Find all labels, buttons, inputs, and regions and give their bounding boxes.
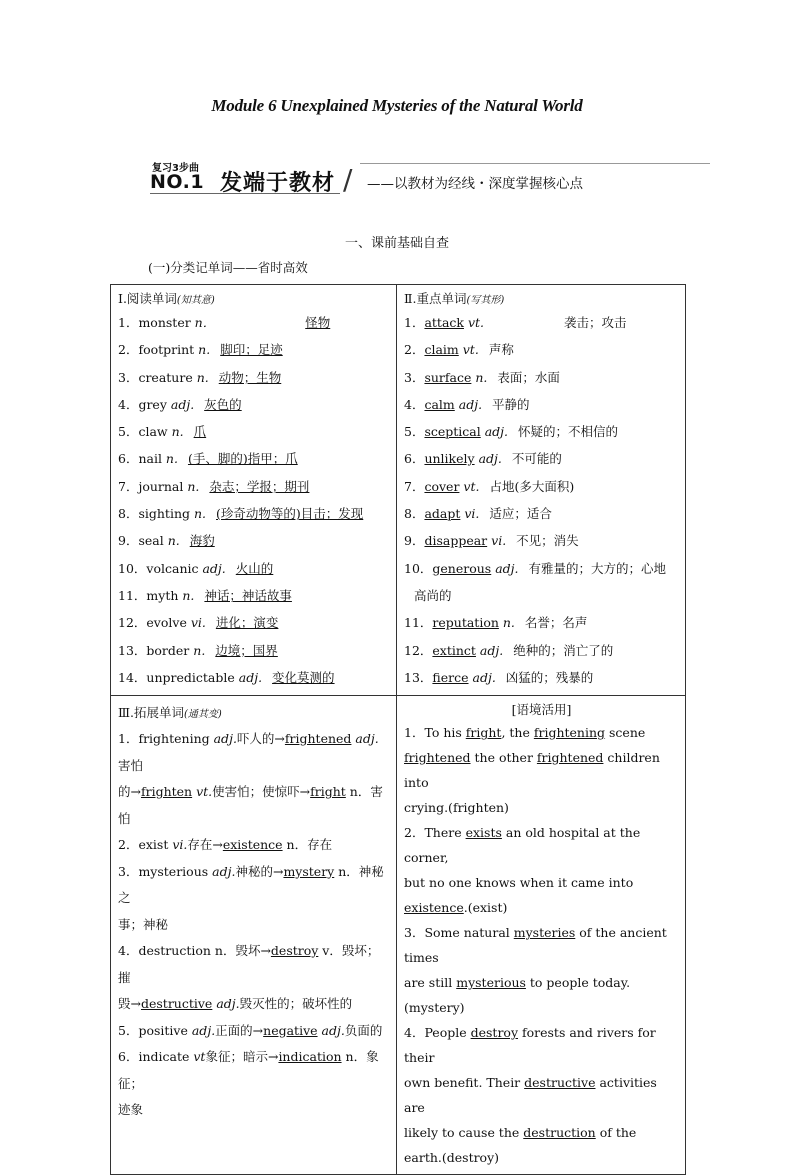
context-line: crying.(frighten) xyxy=(404,800,509,816)
vocab-word: reputation xyxy=(432,615,499,631)
context-line: 3．Some natural mysteries of the ancient times xyxy=(404,925,667,966)
vocab-word: journal xyxy=(138,478,184,494)
vocab-pos: vi. xyxy=(186,615,206,631)
vocab-word: border xyxy=(146,642,190,658)
banner-top-rule xyxy=(360,163,710,164)
vocab-meaning: 动物；生物 xyxy=(218,369,282,385)
vocab-meaning: 不可能的 xyxy=(511,451,562,467)
vocab-number: 9． xyxy=(118,533,139,549)
vocab-pos: adj. xyxy=(468,669,496,685)
vocab-meaning: 海豹 xyxy=(189,533,215,549)
vocab-row xyxy=(118,336,390,363)
vocab-pos: adj. xyxy=(234,669,263,685)
banner-number: NO.1 xyxy=(150,171,205,193)
vocab-number: 6． xyxy=(118,451,139,467)
vocab-number: 8． xyxy=(404,506,425,522)
vocab-pos: vt. xyxy=(459,478,480,494)
vocab-number: 3． xyxy=(404,369,425,385)
context-line: 4．People destroy forests and rivers for their xyxy=(404,1025,656,1066)
vocab-meaning: 声称 xyxy=(488,342,514,358)
extended-words-cell xyxy=(111,696,397,1175)
vocab-word: sighting xyxy=(138,506,190,522)
vocab-meaning: 名誉；名声 xyxy=(524,615,588,631)
vocab-number: 5． xyxy=(404,424,425,440)
vocab-meaning: 脚印；足迹 xyxy=(220,342,283,358)
vocab-row xyxy=(404,445,679,472)
vocab-word: unpredictable xyxy=(146,669,235,685)
vocab-pos: adj. xyxy=(166,396,195,412)
vocab-pos: n. xyxy=(471,369,488,385)
vocab-word: surface xyxy=(424,369,472,385)
vocab-row xyxy=(404,637,679,664)
vocab-word: creature xyxy=(138,369,193,385)
reading-words-list xyxy=(118,309,390,691)
vocab-meaning: (珍奇动物等的)目击；发现 xyxy=(216,506,364,522)
vocab-meaning: 占地(多大面积) xyxy=(489,478,575,494)
vocab-number: 10． xyxy=(118,560,147,576)
vocab-word: evolve xyxy=(146,615,187,631)
vocab-number: 9． xyxy=(404,533,425,549)
subsection-title: (一)分类记单词——省时高效 xyxy=(148,260,308,275)
vocab-number: 3． xyxy=(118,369,139,385)
vocab-number: 6． xyxy=(404,451,425,467)
vocab-word: claim xyxy=(424,342,459,358)
extended-line: 4．destruction n．毁坏→destroy v．毁坏；摧 xyxy=(118,943,380,985)
key-words-cell xyxy=(397,285,686,696)
context-line: existence.(exist) xyxy=(404,900,508,916)
vocab-pos: n. xyxy=(163,533,180,549)
vocab-meaning: 边境；国界 xyxy=(215,642,278,658)
vocab-pos: vt. xyxy=(463,315,485,330)
vocab-meaning: 灰色的 xyxy=(204,396,242,412)
vocab-word: grey xyxy=(138,396,167,412)
vocab-row xyxy=(118,364,390,391)
extended-line: 怕 xyxy=(118,810,131,826)
vocab-word: cover xyxy=(424,478,460,494)
vocab-pos: n. xyxy=(178,587,195,603)
vocab-number: 1． xyxy=(404,315,425,330)
vocab-pos: n. xyxy=(189,642,206,658)
vocab-meaning: 平静的 xyxy=(492,396,530,412)
banner-heading: 发端于教材 xyxy=(220,171,336,196)
vocab-word: calm xyxy=(424,396,455,412)
vocab-row xyxy=(404,309,679,336)
vocab-pos: adj. xyxy=(474,451,502,467)
banner-small-label: 复习3步曲 xyxy=(152,163,199,174)
reading-words-cell xyxy=(111,285,397,696)
context-line: likely to cause the destruction of the xyxy=(404,1125,637,1141)
vocab-meaning: 火山的 xyxy=(235,560,274,576)
extended-line: 3．mysterious adj.神秘的→mystery n．神秘之 xyxy=(118,863,384,906)
context-line: 1．To his fright, the frightening scene xyxy=(404,725,646,741)
extended-line: 1．frightening adj.吓人的→frightened adj.害怕 xyxy=(118,731,379,773)
vocab-row xyxy=(118,664,390,691)
vocab-number: 5． xyxy=(118,424,139,440)
context-line: frightened the other frightened children into xyxy=(404,750,660,791)
section-title: 一、课前基础自查 xyxy=(344,236,449,251)
vocab-word: adapt xyxy=(424,506,461,522)
vocab-word: claw xyxy=(138,424,168,440)
vocab-number: 4． xyxy=(118,396,139,412)
vocab-row xyxy=(404,555,679,582)
vocab-number: 13． xyxy=(404,669,433,685)
vocab-pos: adj. xyxy=(480,424,509,440)
vocab-number: 11． xyxy=(404,615,433,631)
vocab-meaning: 表面；水面 xyxy=(497,369,560,385)
vocab-row xyxy=(404,664,679,691)
vocab-number: 2． xyxy=(118,342,139,358)
vocab-meaning: 有雅量的；大方的；心地 xyxy=(528,560,667,576)
context-usage-cell xyxy=(397,696,686,1175)
vocab-meaning: 绝种的；消亡了的 xyxy=(513,642,614,658)
vocab-number: 2． xyxy=(404,342,425,358)
vocab-meaning: 怪物 xyxy=(305,315,331,330)
vocab-row xyxy=(404,473,679,500)
vocab-word: sceptical xyxy=(424,424,481,440)
vocab-meaning: 不见；消失 xyxy=(516,533,579,549)
vocab-meaning: 适应；适合 xyxy=(489,506,552,522)
vocab-word: myth xyxy=(146,587,179,603)
vocab-row xyxy=(404,527,679,554)
vocab-word: monster xyxy=(138,315,191,330)
vocab-pos: n. xyxy=(192,369,209,385)
vocab-row xyxy=(118,582,390,609)
vocab-number: 7． xyxy=(404,478,425,494)
vocab-meaning: 变化莫测的 xyxy=(272,669,335,685)
context-line: 2．There exists an old hospital at the corner, xyxy=(404,825,641,866)
extended-line: 迹象 xyxy=(118,1102,144,1118)
reading-words-header: Ⅰ.阅读单词(知其意) xyxy=(118,291,215,306)
page-title: Module 6 Unexplained Mysteries of the Natural World xyxy=(211,96,583,115)
vocab-number: 12． xyxy=(118,615,147,631)
vocab-pos: n. xyxy=(161,451,178,467)
banner-slash: / xyxy=(343,163,353,196)
vocab-meaning: 神话；神话故事 xyxy=(204,587,292,603)
vocab-word: extinct xyxy=(432,642,476,658)
vocab-word: unlikely xyxy=(424,451,475,467)
vocab-word: generous xyxy=(432,560,492,576)
vocab-row xyxy=(118,445,390,472)
vocab-row xyxy=(118,418,390,445)
vocab-meaning: 爪 xyxy=(193,424,207,440)
vocab-row xyxy=(118,637,390,664)
vocab-word: attack xyxy=(424,315,464,330)
vocab-pos: adj. xyxy=(475,642,504,658)
vocab-pos: n. xyxy=(194,342,211,358)
context-line: are still mysterious to people today.(mystery) xyxy=(404,975,631,1016)
vocab-word: footprint xyxy=(138,342,195,358)
extended-words-header: Ⅲ.拓展单词(通其变) xyxy=(118,705,222,721)
vocab-word: seal xyxy=(138,533,164,549)
vocab-pos: n. xyxy=(190,506,206,522)
banner-subheading: ——以教材为经线・深度掌握核心点 xyxy=(367,176,583,192)
vocab-number: 7． xyxy=(118,478,139,494)
vocab-meaning: 杂志；学报；期刊 xyxy=(209,478,310,494)
context-line: but no one knows when it came into xyxy=(404,875,634,891)
vocab-word: nail xyxy=(138,451,162,467)
vocab-row xyxy=(118,500,390,527)
extended-line: 事；神秘 xyxy=(118,916,169,932)
context-usage-header: [语境活用] xyxy=(511,702,572,718)
vocab-meaning: 袭击；攻击 xyxy=(564,315,627,330)
vocab-row xyxy=(118,473,390,500)
key-words-header: Ⅱ.重点单词(写其形) xyxy=(404,291,505,306)
vocabulary-table xyxy=(110,284,686,1175)
banner-bottom-rule xyxy=(150,193,340,194)
section-banner xyxy=(150,155,710,197)
vocab-row xyxy=(404,336,679,363)
vocab-number: 12． xyxy=(404,642,433,658)
extended-line: 5．positive adj.正面的→negative adj.负面的 xyxy=(118,1022,383,1038)
vocab-meaning: 凶猛的；残暴的 xyxy=(505,669,594,685)
extended-line: 毁→destructive adj.毁灭性的；破坏性的 xyxy=(118,996,353,1012)
vocab-pos: adj. xyxy=(491,560,519,576)
vocab-row xyxy=(404,364,679,391)
vocab-row xyxy=(404,609,679,636)
vocab-row xyxy=(404,391,679,418)
vocab-pos: n. xyxy=(167,424,184,440)
vocab-word: disappear xyxy=(424,533,488,549)
vocab-row xyxy=(118,609,390,636)
vocab-pos: vi. xyxy=(487,533,507,549)
vocab-pos: vt. xyxy=(458,342,479,358)
vocab-pos: vi. xyxy=(460,506,480,522)
vocab-row xyxy=(404,500,679,527)
vocab-row xyxy=(118,391,390,418)
vocab-number: 14． xyxy=(118,669,147,685)
vocab-pos: adj. xyxy=(198,560,226,576)
vocab-meaning: 进化；演变 xyxy=(215,615,279,631)
key-words-list xyxy=(404,309,679,691)
vocab-row xyxy=(118,527,390,554)
vocab-row xyxy=(404,418,679,445)
vocab-meaning: 怀疑的；不相信的 xyxy=(518,424,619,440)
vocab-number: 8． xyxy=(118,506,139,522)
vocab-number: 1． xyxy=(118,315,139,330)
vocab-row xyxy=(118,309,390,336)
extended-line: 6．indicate vt象征；暗示→indication n．象征； xyxy=(118,1049,379,1091)
vocab-pos: n． xyxy=(190,315,216,330)
vocab-word: fierce xyxy=(432,669,469,685)
vocab-number: 11． xyxy=(118,587,147,603)
vocab-meaning: (手、脚的)指甲；爪 xyxy=(187,451,298,467)
vocab-meaning: 高尚的 xyxy=(414,587,452,603)
extended-line: 的→frighten vt.使害怕；使惊吓→fright n．害 xyxy=(118,784,383,800)
extended-line: 2．exist vi.存在→existence n．存在 xyxy=(118,837,333,853)
vocab-row xyxy=(118,555,390,582)
vocab-pos: adj. xyxy=(454,396,483,412)
vocab-row xyxy=(404,582,679,609)
context-line: own benefit. Their destructive activities are xyxy=(404,1075,657,1116)
vocab-number: 10． xyxy=(404,560,433,576)
vocab-pos: n. xyxy=(498,615,515,631)
vocab-pos: n. xyxy=(183,478,200,494)
vocab-number: 4． xyxy=(404,396,425,412)
vocab-word: volcanic xyxy=(146,560,199,576)
vocab-number: 13． xyxy=(118,642,147,658)
context-line: earth.(destroy) xyxy=(404,1150,500,1166)
